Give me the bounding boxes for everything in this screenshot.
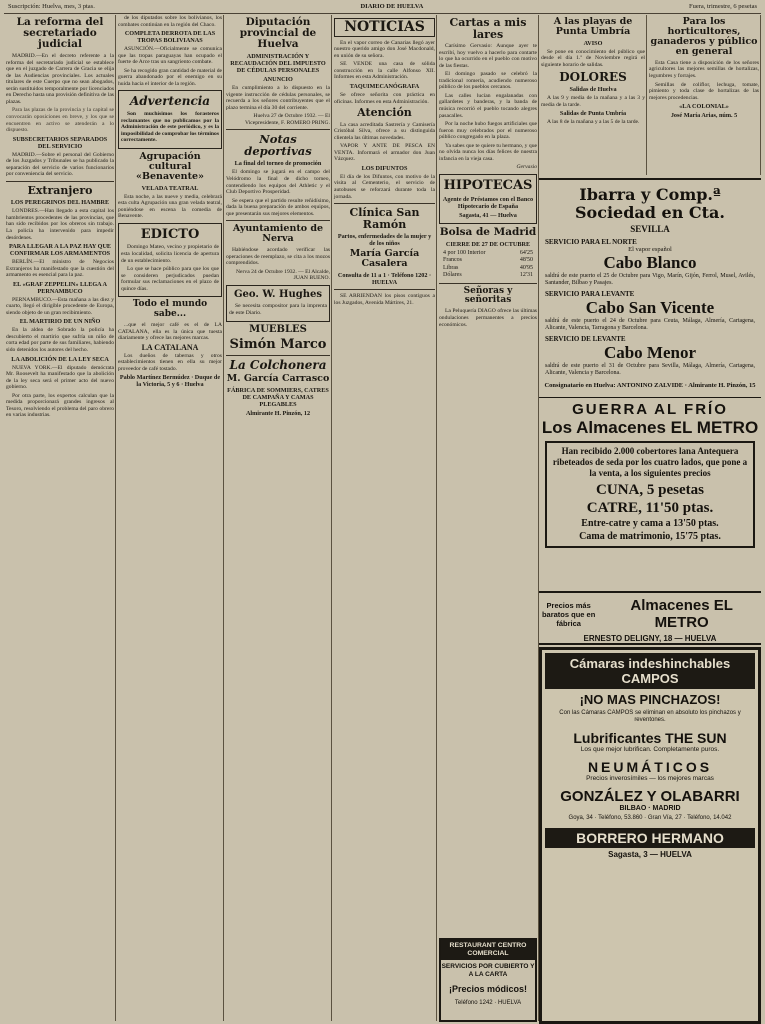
subheading: LA CATALANA xyxy=(141,342,199,352)
subheading: ADMINISTRACIÓN Y RECAUDACIÓN DEL IMPUESTO DE CÉDULAS PERSONALES xyxy=(230,53,326,75)
dolores-title: DOLORES xyxy=(559,69,627,84)
the-sun-title: Lubrificantes THE SUN xyxy=(573,730,727,746)
metro-footer-row xyxy=(539,597,761,631)
ibarra-city: SEVILLA xyxy=(630,224,670,234)
ship-cabo-blanco-route: saldrá de este puerto el 25 de Octubre para Vigo, Marín, Gijón, Ferrol, Musel, Avilés, Santander, Bilbao y Pasajes. xyxy=(545,273,755,286)
divider xyxy=(334,203,435,204)
article-text: ASUNCIÓN.—Oficialmente se comunica que las tropas paraguayas han ocupado el fuerte de Arce tras un sangriento combate. xyxy=(118,46,222,66)
bolsa-row xyxy=(443,257,533,265)
subheading: VELADA TEATRAL xyxy=(141,184,199,192)
subheading: Salidas de Huelva xyxy=(569,86,617,94)
divider xyxy=(6,181,114,182)
subheading: LOS DIFUNTOS xyxy=(361,164,408,172)
servicio-de-levante: SERVICIO DE LEVANTE xyxy=(545,335,626,343)
headline-secretariado: La reforma del secretariado judicial xyxy=(16,16,104,51)
hipotecas-agent: Agente de Préstamos con el Banco Hipotecario de España xyxy=(442,195,534,210)
hipotecas-box xyxy=(439,174,537,224)
price-cuna: CUNA, 5 pesetas xyxy=(596,482,704,498)
column-3: Diputación provincial de Huelva ADMINISTRACIÓN Y RECAUDACIÓN DEL IMPUESTO DE CÉDULAS PERSONALES ANUNCIO En cumplimiento a lo dispuesto en la vigente instrucción de cédulas personales, se recuerda a los señores contribuyentes que el plazo termina el día 30 del corriente. Huelva 27 de Octubre 1932. — El Vicepresidente, F. ROMERO PRING. Notas deportivas La final del torneo de promoción El domingo se jugará en el campo del Velódromo la final de dicho torneo, contendiendo los equipos del Athletic y el Club Deportivo Prosperidad. Se espera que el partido resulte reñidísimo, dada la buena preparación de ambos equipos, que presentarán sus mejores elementos. Ayuntamiento de Nerva Habiéndose acordado verificar las operaciones de reemplazo, se cita a los mozos comprendidos. Nerva 24 de Octubre 1932. — El Alcalde, JUAN BUENO. Geo. W. Hughes Se necesita compositor para la imprenta de este Diario. MUEBLES Simón Marco La Colchonera M. García Carrasco FÁBRICA DE SOMMIERS, CATRES DE CAMPAÑA Y CAMAS PLEGABLES Almirante H. Pinzón, 12 xyxy=(224,15,332,1021)
simon-marco: Simón Marco xyxy=(229,337,327,353)
headline-horticultores: Para los horticultores, ganaderos y público en general xyxy=(650,16,758,57)
servicio-levante: SERVICIO PARA LEVANTE xyxy=(545,290,635,298)
advertencia-box xyxy=(118,90,222,148)
column-6 xyxy=(539,15,647,175)
article-text: NUEVA YORK.—El diputado demócrata Mr. Roosevelt ha manifestado que la abolición de la ley seca será el primer acto del nuevo gobierno. xyxy=(6,364,114,391)
article-text: A las 9 y media de la mañana y a las 3 y media de la tarde. xyxy=(541,95,645,108)
column-2: de los diputados sobre los bolivianos, los combates continúan en la región del Chaco. COMPLETA DERROTA DE LAS TROPAS BOLIVIANAS ASUNCIÓN.—Oficialmente se comunica que las tropas paraguayas han ocupado el fuerte de Arce tras un sangriento combate. Se ha recogido gran cantidad de material de guerra abandonado por el enemigo en su huida hacia el interior de la región. Advertencia Son muchísimos los forasteros reclamantes que no publicamos por la Administración de este periódico, y es la imposibilidad de comprobar los términos correctamente. Agrupación cultural «Benavente» VELADA TEATRAL Esta noche, a las nueve y media, celebrará esta culta Agrupación una gran velada teatral, poniéndose en escena la comedia de Benavente. EDICTO Domingo Mateo, vecino y propietario de esta localidad, solicita licencia de apertura de un establecimiento. Lo que se hace público para que los que se consideren perjudicados puedan formular sus reclamaciones en el plazo de quince días. Todo el mundo sabe... ...que el mejor café es el de LA CATALANA, ella es la única que tuesta diariamente y ofrece las mejores marcas. LA CATALANA Los dueños de tabernas y otros establecimientos tienen en ella su mejor proveedor de café tostado. Pablo Martínez Bermúdez · Duque de la Victoria, 5 y 6 · Huelva xyxy=(116,15,224,1021)
price-matrimonio: Cama de matrimonio, 15'75 ptas. xyxy=(579,531,721,542)
signature: Gervasio xyxy=(516,164,537,171)
metro-frame xyxy=(545,441,755,548)
article-text: La Peluquería DIAGO ofrece las últimas ondulaciones permanentes a precios económicos. xyxy=(439,308,537,328)
article-text: En cumplimiento a lo dispuesto en la vigente instrucción de cédulas personales, se recuerda a los señores contribuyentes que el plazo termina el día 30 del corriente. xyxy=(226,85,330,111)
headline-cartas: Cartas a mis lares xyxy=(449,16,527,41)
bolsa-table xyxy=(443,250,533,280)
masthead xyxy=(4,0,761,14)
headline-extranjero: Extranjero xyxy=(27,183,93,197)
ship-cabo-san-vicente: Cabo San Vicente xyxy=(585,298,715,317)
subheading: ANUNCIO xyxy=(263,76,293,84)
bolsa-label: Dólares xyxy=(443,272,462,279)
almacenes-el-metro: Los Almacenes EL METRO xyxy=(541,418,759,437)
article-text: Carísimo Gervasio: Aunque ayer te escribí, hoy vuelvo a hacerlo para contarte lo que ha ocurrido en el pueblo con motivo de las fiestas. xyxy=(439,43,537,69)
masthead-title: DIARIO DE HUELVA xyxy=(360,3,424,10)
muebles-label: MUEBLES xyxy=(249,323,307,335)
subheading: COMPLETA DERROTA DE LAS TROPAS BOLIVIANAS xyxy=(124,30,216,45)
price-catre: CATRE, 11'50 ptas. xyxy=(586,500,714,516)
consignatario: Consignatario en Huelva: ANTONINO ZALVIDE · Almirante H. Pinzón, 15 xyxy=(544,382,756,389)
subheading: SUBSECRETARIOS SEPARADOS DEL SERVICIO xyxy=(12,135,108,150)
signature: José María Arias, núm. 5 xyxy=(670,112,738,120)
borrero-hermano: BORRERO HERMANO xyxy=(545,828,755,848)
ship-cabo-menor: Cabo Menor xyxy=(603,343,697,362)
headline-senoras: Señoras y señoritas xyxy=(463,285,513,306)
bolsa-label: Libras xyxy=(443,264,459,271)
borrero-address: Sagasta, 3 — HUELVA xyxy=(608,850,692,859)
vapor-label: El vapor español xyxy=(628,246,672,253)
ibarra-title: Ibarra y Comp.ª Sociedad en Cta. xyxy=(575,185,725,222)
advertencia-text: Son muchísimos los forasteros reclamantes que no publicamos por la Administración de este periódico, y es la imposibilidad de comprobar los términos correctamente. xyxy=(121,110,220,144)
subheading: «LA COLONIAL» xyxy=(679,103,729,111)
garcia-carrasco: M. García Carrasco xyxy=(226,373,330,385)
subheading: AVISO xyxy=(583,39,603,47)
headline-noticias: NOTICIAS xyxy=(344,19,425,35)
ship-cabo-menor-route: saldrá de este puerto el 31 de Octubre para Sevilla, Málaga, Almería, Cartagena, Alicante, Valencia y Barcelona. xyxy=(545,363,755,376)
ibarra-ad xyxy=(539,178,761,593)
hughes-text: Se necesita compositor para la imprenta de este Diario. xyxy=(229,303,327,316)
restaurant-phone: Teléfono 1242 · HUELVA xyxy=(454,1000,522,1006)
subheading: Partos, enfermedades de la mujer y de los niños xyxy=(337,233,432,248)
bolsa-label: 4 por 100 Interior xyxy=(443,249,486,256)
hipotecas-address: Sagasta, 41 — Huelva xyxy=(459,211,517,219)
article-text: El domingo pasado se celebró la tradicional romería, acudiendo numeroso público de los pueblos cercanos. xyxy=(439,71,537,91)
el-metro-block xyxy=(539,397,761,548)
colchonera-products: FÁBRICA DE SOMMIERS, CATRES DE CAMPAÑA Y CAMAS PLEGABLES xyxy=(227,387,329,409)
divider xyxy=(226,355,330,356)
column-1: La reforma del secretariado judicial MADRID.—En el decreto referente a la reforma del secretariado judicial se establece que en el juzgado de Carrera de Gracia se elija de las Audiencias provinciales. Los actuales titulares de este Cuerpo que no sean abogados, serán sustituidos temporalmente por licenciados en Derecho hasta una provisión definitiva de las plazas. Para las plazas de la provincia y la capital se convocarán oposiciones en breve, y los que se encuentren en activo se atenderán a lo dispuesto. SUBSECRETARIOS SEPARADOS DEL SERVICIO MADRID.—Sobre el personal del Gobierno de los Juzgados y Tribunales se ha publicado la separación del servicio de varios funcionarios por conveniencia del servicio. Extranjero LOS PEREGRINOS DEL HAMBRE LONDRES.—Han llegado a esta capital los hambrientos procedentes de las provincias, que han sido recibidos por los obreros sin trabajo. La policía ha intervenido para impedir desórdenes. PARA LLEGAR A LA PAZ HAY QUE CONFIRMAR LOS ARMAMENTOS BERLÍN.—El ministro de Negocios Extranjeros ha manifestado que la cuestión del armamento es esencial para la paz. EL «GRAF ZEPPELIN» LLEGA A PERNAMBUCO PERNAMBUCO.—Esta mañana a las diez y cuarto, llegó el dirigible procedente de Europa, siendo objeto de un gran recibimiento. EL MARTIRIO DE UN NIÑO En la aldea de Sobrado la policía ha descubierto el martirio que sufría un niño de corta edad por parte de sus familiares, habiendo sido detenidos los autores del hecho. LA ABOLICIÓN DE LA LEY SECA NUEVA YORK.—El diputado demócrata Mr. Roosevelt ha manifestado que la abolición de la ley seca será el primer acto del nuevo gobierno. Por otra parte, los expertos calculan que la medida proporcionará grandes ingresos al Tesoro, resolviendo el problema del paro obrero en varias industrias. xyxy=(4,15,116,1021)
restaurant-services: SERVICIOS POR CUBIERTO Y A LA CARTA xyxy=(441,963,535,978)
hughes-box xyxy=(226,285,330,322)
subheading: LA ABOLICIÓN DE LA LEY SECA xyxy=(11,355,109,363)
bolsa-row xyxy=(443,265,533,273)
article-text: MADRID.—Sobre el personal del Gobierno de los Juzgados y Tribunales se ha publicado la separación del servicio de varios funcionarios por conveniencia del servicio. xyxy=(6,151,114,178)
article-text: BERLÍN.—El ministro de Negocios Extranjeros ha manifestado que la cuestión del armamento es esencial para la paz. xyxy=(6,259,114,279)
headline-hipotecas: HIPOTECAS xyxy=(443,177,533,193)
subheading: La final del torneo de promoción xyxy=(234,160,322,168)
article-text: A las 8 de la mañana y a las 5 de la tarde. xyxy=(547,119,640,126)
gonzalez-olabarri: GONZÁLEZ Y OLABARRI xyxy=(560,788,740,805)
bolsa-row xyxy=(443,250,533,258)
restaurant-precios: ¡Precios módicos! xyxy=(448,984,528,994)
article-text: LONDRES.—Han llegado a esta capital los hambrientos procedentes de las provincias, que han sido recibidos por los obreros sin trabajo. La policía ha intervenido para impedir desórdenes. xyxy=(6,208,114,241)
divider xyxy=(226,129,330,130)
masthead-price: Fuera, trimestre, 6 pesetas xyxy=(688,3,757,10)
article-text: SE ARRIENDAN los pisos contiguos a los Juzgados, Avenida Mártires, 21. xyxy=(334,293,435,306)
campos-title: Cámaras indeshinchables CAMPOS xyxy=(545,653,755,689)
masthead-subscription: Suscripción: Huelva, mes, 3 ptas. xyxy=(8,3,95,10)
column-4: NOTICIAS En el vapor correo de Canarias llegó ayer nuestro querido amigo don José Macdonald, en unión de su señora. SE VENDE una casa de sólida construcción en la calle Alfonso XII. Informes en esta Administración. TAQUIMECANÓGRAFA Se ofrece señorita con práctica en oficinas. Informes en esta Administración. Atención La casa acreditada Sastrería y Camisería Cristóbal Silva, ofrece a su distinguida clientela las últimas novedades. VAPOR Y ANTE DE PESCA EN VENTA. Informará el armador don Juan Vázquez. LOS DIFUNTOS El día de los Difuntos, con motivo de la visita al Cementerio, el servicio de autobuses se reforzará durante toda la jornada. Clínica San Ramón Partos, enfermedades de la mujer y de los niños María García Casalera Consulta de 11 a 1 · Teléfono 1202 · HUELVA SE ARRIENDAN los pisos contiguos a los Juzgados, Avenida Mártires, 21. xyxy=(332,15,437,1021)
neumaticos-title: NEUMÁTICOS xyxy=(587,759,713,775)
headline-atencion: Atención xyxy=(357,106,412,120)
edicto-box: EDICTO Domingo Mateo, vecino y propietario de esta localidad, solicita licencia de apertura de un establecimiento. Lo que se hace público para que los que se consideren perjudicados puedan formular sus reclamaciones en el plazo de quince días. xyxy=(118,223,222,297)
headline-todo-el-mundo: Todo el mundo sabe... xyxy=(132,299,208,319)
headline-agrupacion: Agrupación cultural «Benavente» xyxy=(136,150,204,182)
metro-footer-ad xyxy=(539,593,761,645)
article-text: VAPOR Y ANTE DE PESCA EN VENTA. Informará el armador don Juan Vázquez. xyxy=(334,143,435,163)
subheading: PARA LLEGAR A LA PAZ HAY QUE CONFIRMAR LOS ARMAMENTOS xyxy=(8,243,112,258)
bolsa-row xyxy=(443,272,533,280)
no-mas-pinchazos: ¡NO MAS PINCHAZOS! xyxy=(579,692,721,707)
neumaticos-text: Precios inverosímiles — los mejores marcas xyxy=(586,775,714,782)
article-text: Habiéndose acordado verificar las operaciones de reemplazo, se cita a los mozos comprendidos. xyxy=(226,247,330,267)
article-text: En el vapor correo de Canarias llegó ayer nuestro querido amigo don José Macdonald, en unión de su señora. xyxy=(334,39,435,59)
metro-offer: Han recibido 2.000 cobertores lana Antequera ribeteados de seda por los cuatro lados, que pone a la venta, a los siguientes precios xyxy=(552,446,748,478)
article-text: Esta noche, a las nueve y media, celebrará esta culta Agrupación una gran velada teatral, poniéndose en escena la comedia de Benavente. xyxy=(118,193,222,220)
campos-ad: Cámaras indeshinchables CAMPOS ¡NO MAS PINCHAZOS! Con las Cámaras CAMPOS se eliminan en absoluto los pinchazos y reventones. Lubrificantes THE SUN Los que mejor lubrifican. Completamente puros. NEUMÁTICOS Precios inverosímiles — los mejores marcas GONZÁLEZ Y OLABARRI BILBAO · MADRID Goya, 34 · Teléfono, 53.860 · Gran Vía, 27 · Teléfono, 14.042 BORRERO HERMANO Sagasta, 3 — HUELVA xyxy=(539,647,761,1024)
headline-hughes: Geo. W. Hughes xyxy=(234,288,322,300)
divider xyxy=(226,220,330,221)
price-entre-catre: Entre-catre y cama a 13'50 ptas. xyxy=(581,518,719,529)
signature: Nerva 24 de Octubre 1932. — El Alcalde, JUAN BUENO. xyxy=(236,268,330,282)
bolsa-value: 40'95 xyxy=(519,264,533,271)
column-5: Cartas a mis lares Carísimo Gervasio: Aunque ayer te escribí, hoy vuelvo a hacerlo para contarte lo que ha ocurrido en el pueblo con motivo de las fiestas. El domingo pasado se celebró la tradicional romería, acudiendo numeroso público de los pueblos cercanos. Las calles lucían engalanadas con gallardetes y banderas, y la banda de música recorrió el pueblo tocando alegres pasacalles. Por la noche hubo fuegos artificiales que fueron muy celebrados por el numeroso público congregado en la plaza. Ya sabes que te quiere tu hermano, y que no olvida nunca los días felices de nuestra infancia en la vieja casa. Gervasio HIPOTECAS Agente de Préstamos con el Banco Hipotecario de España Sagasta, 41 — Huelva Bolsa de Madrid CIERRE DE 27 DE OCTUBRE 4 por 100 Interior 64'25 Francos 48'50 Libras 40'95 Dólares 12'31 Señoras y señoritas La Peluquería DIAGO ofrece las últimas ondulaciones permanentes a precios económicos. xyxy=(437,15,539,1021)
bolsa-value: 12'31 xyxy=(519,272,533,279)
headline-bolsa: Bolsa de Madrid xyxy=(439,225,537,238)
headline-clinica: Clínica San Ramón xyxy=(349,206,420,231)
article-text: SE VENDE una casa de sólida construcción en la calle Alfonso XII. Informes en esta Administración. xyxy=(334,61,435,81)
article-text: Esta Casa tiene a disposición de los señores agricultores las mejores semillas de hortalizas, legumbres y forrajes. xyxy=(649,59,759,79)
divider xyxy=(439,283,537,284)
ship-cabo-san-vicente-route: saldrá de este puerto el 24 de Octubre para Ceuta, Málaga, Almería, Cartagena, Alicante, Valencia, Tarragona y Barcelona. xyxy=(545,318,755,331)
edicto-text: Domingo Mateo, vecino y propietario de esta localidad, solicita licencia de apertura de un establecimiento. xyxy=(121,244,219,264)
restaurant-title: RESTAURANT CENTRO COMERCIAL xyxy=(441,940,535,960)
precios-mas-baratos: Precios más baratos que en fábrica xyxy=(541,600,596,628)
article-text: El domingo se jugará en el campo del Velódromo la final de dicho torneo, contendiendo los equipos del Athletic y el Club Deportivo Prosperidad. xyxy=(226,169,330,196)
almacenes-el-metro-2: Almacenes EL METRO xyxy=(630,597,733,631)
column-7: Para los horticultores, ganaderos y público en general Esta Casa tiene a disposición de los señores agricultores las mejores semillas de hortalizas, legumbres y forrajes. Semillas de coliflor, lechuga, tomate, pimiento y toda clase de hortalizas de las mejores procedencias. «LA COLONIAL» José María Arias, núm. 5 xyxy=(647,15,761,175)
article-text: Se pone en conocimiento del público que desde el día 1.º de Noviembre regirá el siguiente horario de salidas. xyxy=(541,48,645,69)
headline-edicto: EDICTO xyxy=(140,226,200,242)
bolsa-value: 48'50 xyxy=(519,257,533,264)
subheading: TAQUIMECANÓGRAFA xyxy=(349,82,420,90)
bolsa-value: 64'25 xyxy=(519,249,533,256)
subheading: EL «GRAF ZEPPELIN» LLEGA A PERNAMBUCO xyxy=(13,280,107,295)
headline-playas: A las playas de Punta Umbría xyxy=(553,16,633,37)
headline-nerva: Ayuntamiento de Nerva xyxy=(232,223,324,245)
garcia-casalera: María García Casalera xyxy=(349,248,420,270)
headline-deportivas: Notas deportivas xyxy=(244,132,312,159)
article-text: de los diputados sobre los bolivianos, los combates continúan en la región del Chaco. xyxy=(118,15,222,28)
bolsa-label: Francos xyxy=(443,257,462,264)
servicio-norte: SERVICIO PARA EL NORTE xyxy=(545,238,637,246)
restaurant-ad xyxy=(439,938,537,1022)
noticias-title-box xyxy=(334,18,435,37)
colchonera-title: La Colchonera xyxy=(229,357,327,372)
headline-diputacion: Diputación provincial de Huelva xyxy=(239,16,317,51)
clinica-info: Consulta de 11 a 1 · Teléfono 1202 · HUELVA xyxy=(337,272,432,287)
article-text: MADRID.—En el decreto referente a la reforma del secretariado judicial se establece que en el juzgado de Carrera de Gracia se elija de las Audiencias provinciales. Los actuales titulares de este Cuerpo que no sean abogados, serán sustituidos temporalmente por licenciados en Derecho hasta una provisión definitiva de las plazas. xyxy=(6,53,114,105)
catalana-footer: Pablo Martínez Bermúdez · Duque de la Victoria, 5 y 6 · Huelva xyxy=(119,374,221,389)
divider xyxy=(334,289,435,290)
article-text: La casa acreditada Sastrería y Camisería Cristóbal Silva, ofrece a su distinguida clientela las últimas novedades. xyxy=(334,121,435,141)
article-text: ...que el mejor café es el de LA CATALANA, ella es la única que tuesta diariamente y ofrece las mejores marcas. xyxy=(118,322,222,342)
guerra-al-frio: GUERRA AL FRÍO xyxy=(572,401,728,418)
gonzalez-cities: BILBAO · MADRID xyxy=(619,805,681,812)
subheading: Salidas de Punta Umbría xyxy=(559,110,627,118)
colchonera-address: Almirante H. Pinzón, 12 xyxy=(245,410,311,418)
signature: Huelva 27 de Octubre 1932. — El Vicepresidente, F. ROMERO PRING. xyxy=(245,113,330,126)
subheading: LOS PEREGRINOS DEL HAMBRE xyxy=(10,199,110,207)
subheading: EL MARTIRIO DE UN NIÑO xyxy=(19,318,101,326)
ernesto-deligny: ERNESTO DELIGNY, 18 — HUELVA xyxy=(583,634,717,643)
bolsa-date: CIERRE DE 27 DE OCTUBRE xyxy=(445,240,531,248)
ship-cabo-blanco: Cabo Blanco xyxy=(603,253,697,272)
the-sun-text: Los que mejor lubrifican. Completamente puros. xyxy=(580,746,720,753)
headline-advertencia: Advertencia xyxy=(129,94,211,109)
